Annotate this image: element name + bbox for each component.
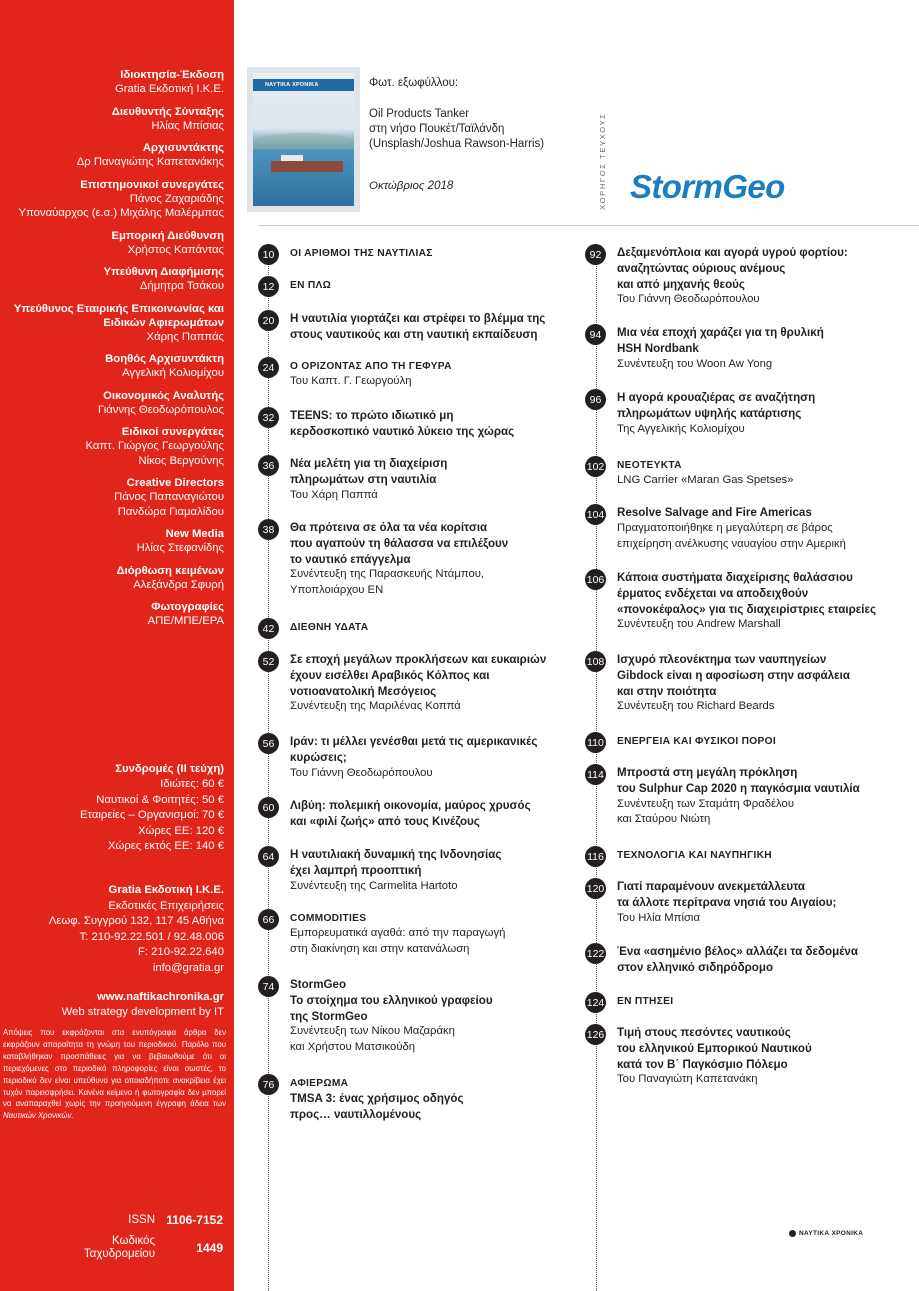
page-number-badge: 116: [585, 846, 606, 867]
disclaimer-text: Απόψεις που εκφράζονται στα ενυπόγραφα άρθρα δεν εκφράζουν απαραίτητα τη γνώμη του περιοδικού. Παρόλο που καταβλήθηκαν προσπάθειες για να βεβαιωθούμε ότι οι περιεχόμενες στο περιοδικό πληροφορίες είναι σωστές, το περιοδικό δεν είναι υπεύθυνο για οποιαδήποτε ανακρίβεια έχει τυχόν παρεισφρήσει. Κανένα κείμενο ή φωτογραφία δεν μπορεί να αναπαραχθεί χωρίς την προηγούμενη έγγραφη άδεια των: [3, 1028, 226, 1109]
role-name: Χρήστος Καπάντας: [127, 243, 224, 256]
toc-byline: Συνέντευξη της Μαριλένας Κοππά: [290, 700, 461, 713]
page-number-badge: 102: [585, 456, 606, 477]
role-title: Βοηθός Αρχισυντάκτη: [105, 353, 224, 365]
issn-value: 1106-7152: [166, 1213, 223, 1227]
toc-title-line: Η αγορά κρουαζιέρας σε αναζήτηση: [617, 391, 816, 404]
logo-mark-icon: [789, 1230, 796, 1237]
page-number-badge: 94: [585, 324, 606, 345]
toc-item[interactable]: [585, 457, 915, 489]
toc-title-line: πληρωμάτων υψηλής κατάρτισης: [617, 406, 802, 420]
toc-byline: και Σταύρου Νιώτη: [617, 813, 711, 826]
toc-title-line: προς… ναυτιλλομένους: [290, 1107, 422, 1121]
role-name: ΑΠΕ/ΜΠΕ/ΕΡΑ: [147, 615, 224, 627]
page-number-badge: 110: [585, 732, 606, 753]
toc-title-line: Σε εποχή μεγάλων προκλήσεων και ευκαιριών: [290, 653, 547, 666]
cover-caption: [369, 76, 559, 194]
page-number-badge: 108: [585, 651, 606, 672]
page-number-badge: 52: [258, 651, 279, 672]
toc-item[interactable]: [258, 910, 588, 958]
role-title: Ειδικοί συνεργάτες: [121, 426, 224, 438]
toc-title-line: Resolve Salvage and Fire Americas: [617, 506, 812, 519]
caption-body: [369, 107, 559, 152]
toc-title-line: «πονοκέφαλος» για τις διαχειρίστριες εταιρείες: [617, 602, 877, 616]
page-number-badge: 106: [585, 569, 606, 590]
toc-byline: Συνέντευξη της Παρασκευής Ντάμπου,: [290, 568, 485, 581]
toc-title-line: πληρωμάτων στη ναυτιλία: [290, 472, 437, 486]
caption-heading: Φωτ. εξωφύλλου:: [369, 77, 459, 89]
toc-byline: Εμπορευματικά αγαθά: από την παραγωγή: [290, 927, 506, 939]
footer-logo: [789, 1230, 863, 1237]
toc-title-line: κατά τον Β΄ Παγκόσμιο Πόλεμο: [617, 1057, 788, 1071]
staff-role: [0, 178, 224, 221]
staff-role: [0, 600, 224, 629]
toc-item[interactable]: [258, 798, 588, 830]
toc-item[interactable]: [258, 619, 588, 639]
role-name: Ηλίας Στεφανίδης: [136, 542, 224, 554]
toc-section: ΕΝΕΡΓΕΙΑ ΚΑΙ ΦΥΣΙΚΟΙ ΠΟΡΟΙ: [617, 736, 776, 747]
subscription-line: Ναυτικοί & Φοιτητές: 50 €: [96, 793, 224, 806]
toc-item[interactable]: [585, 1025, 915, 1088]
toc-item[interactable]: [258, 277, 588, 297]
page-number-badge: 32: [258, 407, 279, 428]
staff-role: [0, 389, 224, 418]
toc-title-line: TEENS: το πρώτο ιδιωτικό μη: [290, 409, 454, 422]
toc-item[interactable]: [258, 1075, 588, 1123]
toc-byline: Του Χάρη Παππά: [290, 488, 378, 501]
toc-item[interactable]: [585, 325, 915, 372]
toc-item[interactable]: [585, 733, 915, 753]
toc-title-line: HSH Nordbank: [617, 341, 699, 355]
postal-code-row: [23, 1235, 223, 1261]
toc-byline: και Χρήστου Ματσικούδη: [290, 1041, 416, 1054]
caption-line: στη νήσο Πουκέτ/Ταϊλάνδη: [369, 123, 505, 135]
page-number-badge: 24: [258, 357, 279, 378]
page-number-badge: 92: [585, 244, 606, 265]
toc-byline: Πραγματοποιήθηκε η μεγαλύτερη σε βάρος: [617, 521, 833, 534]
sponsor-label: ΧΟΡΗΓΟΣ ΤΕΥΧΟΥΣ: [598, 112, 607, 210]
page-number-badge: 74: [258, 976, 279, 997]
toc-title-line: το ναυτικό επάγγελμα: [290, 552, 411, 566]
toc-item[interactable]: [585, 944, 915, 976]
staff-role: [0, 229, 224, 258]
role-title: Διόρθωση κειμένων: [116, 564, 224, 577]
toc-title-line: TMSA 3: ένας χρήσιμος οδηγός: [290, 1092, 464, 1105]
toc-title-line: κερδοσκοπικό ναυτικό λύκειο της χώρας: [290, 424, 515, 438]
toc-byline: Υποπλοιάρχου ΕΝ: [290, 584, 384, 597]
subscription-line: Χώρες εκτός ΕΕ: 140 €: [107, 840, 224, 853]
sponsor-logo: StormGeo: [630, 168, 785, 205]
staff-list: [0, 68, 224, 637]
toc-section: Ο ΟΡΙΖΟΝΤΑΣ ΑΠΟ ΤΗ ΓΕΦΥΡΑ: [290, 361, 452, 372]
toc-item[interactable]: [258, 358, 588, 390]
subscriptions: [0, 762, 224, 854]
publisher-info: [0, 883, 224, 976]
role-name: Νίκος Βεργούνης: [138, 454, 224, 467]
role-title: Αρχισυντάκτης: [142, 142, 224, 154]
staff-role: [0, 476, 224, 519]
page-number-badge: 10: [258, 244, 279, 265]
toc-byline: Συνέντευξη του Woon Aw Yong: [617, 357, 773, 370]
role-title: Υπεύθυνος Εταιρικής Επικοινωνίας και Ειδικών Αφιερωμάτων: [13, 302, 224, 329]
issue-date: Οκτώβριος 2018: [369, 180, 454, 192]
toc-title-line: Δεξαμενόπλοια και αγορά υγρού φορτίου:: [617, 246, 848, 259]
role-title: Ιδιοκτησία-Έκδοση: [120, 69, 224, 81]
subscription-line: Ιδιώτες: 60 €: [160, 778, 224, 791]
toc-title-line: νοτιοανατολική Μεσόγειος: [290, 684, 437, 698]
website-link[interactable]: www.naftikachronika.gr: [96, 991, 224, 1003]
toc-byline: Συνέντευξη του Richard Beards: [617, 700, 775, 713]
page-number-badge: 124: [585, 992, 606, 1013]
toc-title-line: που αγαπούν τη θάλασσα να επιλέξουν: [290, 536, 509, 550]
toc-title-line: Η ναυτιλία γιορτάζει και στρέφει το βλέμμα της: [290, 312, 546, 325]
disclaimer-publication: Ναυτικών Χρονικών.: [3, 1111, 74, 1121]
role-name: Υποναύαρχος (ε.α.) Μιχάλης Μαλέρμπας: [18, 207, 224, 219]
subscription-line: Χώρες ΕΕ: 120 €: [137, 824, 224, 837]
role-title: Φωτογραφίες: [151, 601, 224, 613]
toc-item[interactable]: [258, 311, 588, 343]
role-name: Καπτ. Γιώργος Γεωργούλης: [85, 440, 224, 452]
toc-title-line: και από μηχανής θεούς: [617, 277, 745, 291]
staff-role: [0, 425, 224, 468]
toc-title-line: στους ναυτικούς και στη ναυτική εκπαίδευση: [290, 327, 538, 341]
toc-item[interactable]: [585, 847, 915, 867]
cover-thumbnail: [247, 67, 360, 212]
toc-item[interactable]: [585, 505, 915, 552]
toc-title-line: Gibdock είναι η αφοσίωση στην ασφάλεια: [617, 668, 850, 682]
caption-line: Oil Products Tanker: [369, 108, 470, 120]
toc-item[interactable]: [585, 390, 915, 437]
staff-role: [0, 564, 224, 593]
toc-title-line: StormGeo: [290, 978, 347, 991]
role-name: Αλεξάνδρα Σφυρή: [133, 578, 224, 591]
toc-byline: Του Ηλία Μπίσια: [617, 911, 700, 924]
postal-code-value: 1449: [196, 1241, 223, 1255]
toc-section: ΤΕΧΝΟΛΟΓΙΑ ΚΑΙ ΝΑΥΠΗΓΙΚΗ: [617, 850, 772, 861]
toc-title-line: Μπροστά στη μεγάλη πρόκληση: [617, 766, 798, 779]
publisher-name: Gratia Εκδοτική Ι.Κ.Ε.: [108, 884, 224, 896]
toc-byline: Του Γιάννη Θεοδωρόπουλου: [290, 766, 433, 779]
toc-title-line: Νέα μελέτη για τη διαχείριση: [290, 457, 448, 470]
toc-item[interactable]: [258, 456, 588, 503]
role-title: Υπεύθυνη Διαφήμισης: [103, 266, 224, 278]
toc-title-line: Τιμή στους πεσόντες ναυτικούς: [617, 1026, 791, 1039]
toc-title-line: και στην ποιότητα: [617, 684, 717, 698]
toc-byline: Της Αγγελικής Κολιομίχου: [617, 422, 745, 435]
role-title: Επιστημονικοί συνεργάτες: [80, 178, 224, 191]
postal-code-label: Κωδικός Ταχυδρομείου: [83, 1235, 155, 1260]
toc-item[interactable]: [585, 245, 915, 308]
toc-byline: Συνέντευξη των Σταμάτη Φραδέλου: [617, 797, 794, 810]
page-number-badge: 66: [258, 909, 279, 930]
toc-item[interactable]: [258, 520, 588, 599]
toc-byline: Συνέντευξη του Andrew Marshall: [617, 618, 781, 631]
page-number-badge: 38: [258, 519, 279, 540]
role-name: Gratia Εκδοτική Ι.Κ.Ε.: [114, 83, 224, 95]
toc-title-line: Μια νέα εποχή χαράζει για τη θρυλική: [617, 326, 824, 339]
toc-byline: Συνέντευξη των Νίκου Μαζαράκη: [290, 1025, 455, 1038]
page-number-badge: 96: [585, 389, 606, 410]
toc-item[interactable]: [258, 847, 588, 894]
toc-item[interactable]: [585, 652, 915, 715]
role-name: Χάρης Παππάς: [146, 330, 224, 343]
toc-title-line: Ένα «ασημένιο βέλος» αλλάζει τα δεδομένα: [617, 945, 859, 958]
toc-byline: επιχείρηση ανέλκυσης ναυαγίου στην Αμερική: [617, 537, 846, 550]
page-number-badge: 120: [585, 878, 606, 899]
toc-section: COMMODITIES: [290, 913, 367, 924]
toc-item[interactable]: [585, 879, 915, 926]
page-number-badge: 126: [585, 1024, 606, 1045]
masthead-sidebar: [0, 0, 234, 1291]
issn-row: [23, 1213, 223, 1227]
publisher-phone: T: 210-92.22.501 / 92.48.006: [79, 930, 224, 943]
publisher-address: Λεωφ. Συγγρού 132, 117 45 Αθήνα: [48, 915, 224, 927]
web-credit: Web strategy development by IT: [61, 1006, 224, 1018]
publisher-email[interactable]: info@gratia.gr: [152, 961, 224, 974]
page-number-badge: 76: [258, 1074, 279, 1095]
role-name: Πάνος Παπαναγιώτου: [114, 491, 224, 503]
staff-role: [0, 527, 224, 556]
role-name: Ηλίας Μπίσιας: [151, 119, 224, 132]
role-name: Αγγελική Κολιομίχου: [122, 367, 224, 379]
toc-section: ΔΙΕΘΝΗ ΥΔΑΤΑ: [290, 622, 369, 633]
caption-line: (Unsplash/Joshua Rawson-Harris): [369, 138, 545, 150]
toc-section: ΝΕΟΤΕΥΚΤΑ: [617, 460, 682, 471]
role-name: Πάνος Ζαχαριάδης: [129, 192, 224, 205]
toc-title-line: κυρώσεις;: [290, 750, 347, 764]
cover-hills: [253, 133, 354, 149]
page-number-badge: 122: [585, 943, 606, 964]
page-number-badge: 56: [258, 733, 279, 754]
page-number-badge: 42: [258, 618, 279, 639]
toc-title-line: Το στοίχημα του ελληνικού γραφείου: [290, 993, 493, 1007]
footer-logo-text: ΝΑΥΤΙΚΑ ΧΡΟΝΙΚΑ: [799, 1230, 864, 1237]
toc-title-line: της StormGeo: [290, 1009, 368, 1023]
toc-item[interactable]: [585, 765, 915, 828]
toc-section: ΑΦΙΕΡΩΜΑ: [290, 1078, 349, 1089]
toc-title-line: έρματος ενδέχεται να αποδειχθούν: [617, 586, 809, 600]
cover-ship: [271, 161, 343, 172]
page-number-badge: 12: [258, 276, 279, 297]
toc-byline: Συνέντευξη της Carmelita Hartoto: [290, 879, 458, 892]
header-divider: [258, 225, 919, 226]
website-info: [0, 990, 224, 1020]
subscriptions-title: Συνδρομές (ΙΙ τεύχη): [115, 763, 224, 775]
toc-section: ΕΝ ΠΤΗΣΕΙ: [617, 996, 674, 1007]
toc-title-line: Η ναυτιλιακή δυναμική της Ινδονησίας: [290, 848, 502, 861]
toc-item[interactable]: [585, 570, 915, 633]
toc-title-line: τα άλλοτε περίτρανα νησιά του Αιγαίου;: [617, 895, 837, 909]
toc-section: ΕΝ ΠΛΩ: [290, 280, 332, 291]
issn-block: [23, 1213, 223, 1269]
toc-title-line: έχουν εισέλθει Αραβικός Κόλπος και: [290, 668, 490, 682]
toc-title-line: Ιράν: τι μέλλει γενέσθαι μετά τις αμερικανικές: [290, 735, 538, 748]
role-title: Creative Directors: [126, 477, 224, 489]
toc-title-line: Ισχυρό πλεονέκτημα των ναυπηγείων: [617, 653, 827, 666]
staff-role: [0, 105, 224, 134]
cover-masthead: ΝΑΥΤΙΚΑ ΧΡΟΝΙΚΑ: [253, 79, 354, 91]
subscription-line: Εταιρείες – Οργανισμοί: 70 €: [80, 809, 224, 822]
role-name: Γιάννης Θεοδωρόπουλος: [97, 403, 224, 416]
staff-role: [0, 302, 224, 345]
toc-item[interactable]: [585, 993, 915, 1013]
toc-byline: Του Καπτ. Γ. Γεωργούλη: [290, 375, 412, 387]
toc-title-line: του ελληνικού Εμπορικού Ναυτικού: [617, 1041, 812, 1055]
toc-title-line: Λιβύη: πολεμική οικονομία, μαύρος χρυσός: [290, 799, 531, 812]
cover-image: [253, 73, 354, 206]
page-number-badge: 36: [258, 455, 279, 476]
toc-title-line: στον ελληνικό σιδηρόδρομο: [617, 960, 774, 974]
page-number-badge: 20: [258, 310, 279, 331]
role-name: Δήμητρα Τσάκου: [139, 280, 224, 292]
role-title: Εμπορική Διεύθυνση: [111, 229, 224, 242]
toc-title-line: Θα πρότεινα σε όλα τα νέα κορίτσια: [290, 521, 488, 534]
disclaimer: [3, 1027, 226, 1122]
toc-item[interactable]: [258, 734, 588, 781]
page-number-badge: 60: [258, 797, 279, 818]
toc-title-line: Κάποια συστήματα διαχείρισης θαλάσσιου: [617, 571, 853, 584]
toc-byline: LNG Carrier «Maran Gas Spetses»: [617, 474, 794, 486]
role-title: New Media: [165, 528, 224, 540]
toc-section: ΟΙ ΑΡΙΘΜΟΙ ΤΗΣ ΝΑΥΤΙΛΙΑΣ: [290, 248, 433, 259]
role-name: Πανδώρα Γιαμαλίδου: [117, 505, 224, 518]
toc-title-line: έχει λαμπρή προοπτική: [290, 863, 422, 877]
toc-item[interactable]: [258, 977, 588, 1056]
toc-byline: Του Παναγιώτη Καπετανάκη: [617, 1073, 758, 1086]
page-number-badge: 64: [258, 846, 279, 867]
staff-role: [0, 68, 224, 97]
role-name: Δρ Παναγιώτης Καπετανάκης: [76, 156, 224, 168]
toc-title-line: αναζητώντας ούριους ανέμους: [617, 261, 786, 275]
toc-byline: στη διακίνηση και στην κατανάλωση: [290, 942, 470, 955]
staff-role: [0, 352, 224, 381]
toc-item[interactable]: [258, 652, 588, 715]
toc-item[interactable]: [258, 245, 588, 265]
publisher-fax: F: 210-92.22.640: [137, 946, 224, 958]
role-title: Διευθυντής Σύνταξης: [111, 105, 224, 118]
toc-title-line: και «φιλί ζωής» από τους Κινέζους: [290, 814, 480, 828]
page-number-badge: 114: [585, 764, 606, 785]
toc-item[interactable]: [258, 408, 588, 440]
staff-role: [0, 265, 224, 294]
staff-role: [0, 141, 224, 170]
toc-byline: Του Γιάννη Θεοδωρόπουλου: [617, 293, 760, 306]
publisher-line: Εκδοτικές Επιχειρήσεις: [108, 899, 224, 912]
toc-title-line: του Sulphur Cap 2020 η παγκόσμια ναυτιλία: [617, 781, 860, 795]
issn-label: ISSN: [128, 1213, 155, 1226]
role-title: Οικονομικός Αναλυτής: [103, 389, 224, 402]
toc-title-line: Γιατί παραμένουν ανεκμετάλλευτα: [617, 880, 806, 893]
page-number-badge: 104: [585, 504, 606, 525]
